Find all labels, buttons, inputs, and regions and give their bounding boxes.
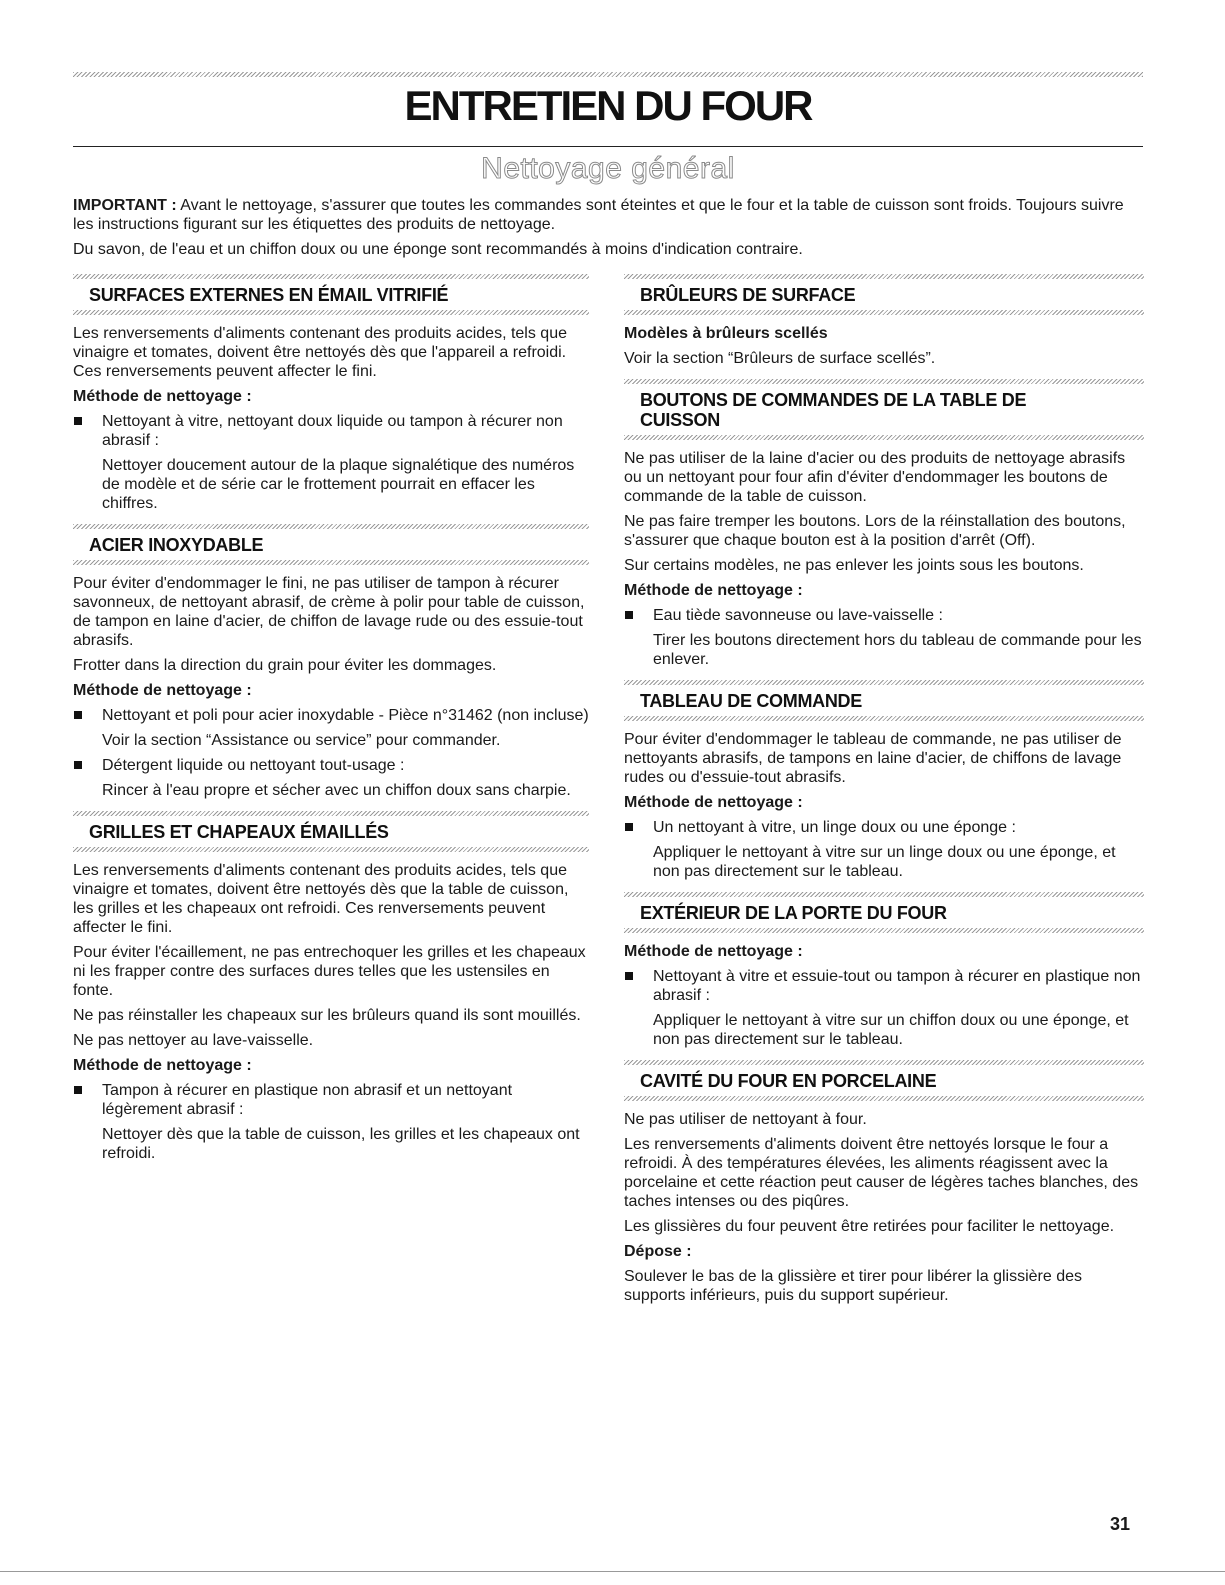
method-heading: Méthode de nettoyage : bbox=[73, 388, 252, 405]
soap-note: Du savon, de l'eau et un chiffon doux ou une éponge sont recommandés à moins d'indication contraire. bbox=[73, 241, 803, 258]
section-title: CAVITÉ DU FOUR EN PORCELAINE bbox=[640, 1071, 937, 1091]
bullet-detail: Nettoyer dès que la table de cuisson, les grilles et les chapeaux ont refroidi. bbox=[102, 1126, 580, 1162]
title-divider bbox=[73, 146, 1143, 147]
important-note bbox=[73, 196, 1148, 234]
paragraph: Ne pas faire tremper les boutons. Lors de la réinstallation des boutons, s'assurer que chaque bouton est à la position d'arrêt (Off). bbox=[624, 513, 1126, 549]
bullet-detail: Appliquer le nettoyant à vitre sur un linge doux ou une éponge, et non pas directement sur le tableau. bbox=[653, 844, 1116, 880]
paragraph: Les renversements d'aliments doivent être nettoyés lorsque le four a refroidi. À des températures élevées, les aliments réagissent avec la porcelaine et cette réaction peut causer de légères taches blanches, des taches intenses ou des piqûres. bbox=[624, 1136, 1139, 1210]
bullet-square-icon bbox=[74, 417, 82, 425]
intro-block bbox=[73, 196, 1148, 265]
section-rule bbox=[624, 274, 1144, 279]
method-heading: Méthode de nettoyage : bbox=[624, 794, 803, 811]
bullet-square-icon bbox=[625, 823, 633, 831]
bottom-rule bbox=[0, 1571, 1225, 1572]
paragraph: Sur certains modèles, ne pas enlever les joints sous les boutons. bbox=[624, 557, 1084, 574]
section-porte-four bbox=[624, 892, 1144, 1049]
bullet-detail: Tirer les boutons directement hors du tableau de commande pour les enlever. bbox=[653, 632, 1142, 668]
bullet-detail: Voir la section “Assistance ou service” pour commander. bbox=[102, 732, 501, 749]
paragraph: Ne pas nettoyer au lave-vaisselle. bbox=[73, 1032, 314, 1049]
section-rule bbox=[624, 892, 1144, 897]
top-decorative-rule bbox=[73, 72, 1143, 77]
section-title: TABLEAU DE COMMANDE bbox=[640, 691, 862, 711]
important-label: IMPORTANT : bbox=[73, 197, 177, 214]
section-header bbox=[73, 811, 589, 852]
paragraph: Ne pas réinstaller les chapeaux sur les brûleurs quand ils sont mouillés. bbox=[73, 1007, 581, 1024]
section-rule bbox=[73, 847, 589, 852]
section-header bbox=[73, 274, 589, 315]
bullet-item bbox=[624, 606, 1144, 625]
bullet-square-icon bbox=[625, 611, 633, 619]
bullet-text: Nettoyant et poli pour acier inoxydable - Pièce n°31462 (non incluse) bbox=[102, 707, 589, 724]
bullet-text: Eau tiède savonneuse ou lave-vaisselle : bbox=[653, 607, 943, 624]
paragraph: Les glissières du four peuvent être retirées pour faciliter le nettoyage. bbox=[624, 1218, 1115, 1235]
paragraph: Pour éviter l'écaillement, ne pas entrechoquer les grilles et les chapeaux ni les frapper contre des surfaces dures telles que les ustensiles en fonte. bbox=[73, 944, 586, 999]
section-rule bbox=[73, 310, 589, 315]
section-rule bbox=[624, 310, 1144, 315]
subheading: Dépose : bbox=[624, 1243, 692, 1260]
right-column bbox=[624, 274, 1144, 1316]
bullet-detail: Rincer à l'eau propre et sécher avec un chiffon doux sans charpie. bbox=[102, 782, 571, 799]
bullet-text: Nettoyant à vitre et essuie-tout ou tampon à récurer en plastique non abrasif : bbox=[653, 968, 1141, 1004]
section-rule bbox=[624, 435, 1144, 440]
section-rule bbox=[73, 274, 589, 279]
section-title: ACIER INOXYDABLE bbox=[89, 535, 264, 555]
section-title: GRILLES ET CHAPEAUX ÉMAILLÉS bbox=[89, 822, 389, 842]
section-title: BOUTONS DE COMMANDES DE LA TABLE DE CUISSON bbox=[640, 390, 1027, 430]
bullet-item bbox=[624, 818, 1144, 837]
bullet-item bbox=[73, 412, 589, 450]
bullet-item bbox=[624, 967, 1144, 1005]
paragraph: Ne pas utiliser de la laine d'acier ou des produits de nettoyage abrasifs ou un nettoyant pour four afin d'éviter d'endommager les boutons de commande de la table de cuisson. bbox=[624, 450, 1126, 505]
section-rule bbox=[624, 379, 1144, 384]
paragraph: Pour éviter d'endommager le tableau de commande, ne pas utiliser de nettoyants abrasifs, de tampons en laine d'acier, de chiffons de lavage rudes ou d'essuie-tout abrasifs. bbox=[624, 731, 1122, 786]
section-rule bbox=[624, 1060, 1144, 1065]
section-title: SURFACES EXTERNES EN ÉMAIL VITRIFIÉ bbox=[89, 285, 449, 305]
paragraph: Les renversements d'aliments contenant des produits acides, tels que vinaigre et tomates, doivent être nettoyés dès que l'appareil a refroidi. Ces renversements peuvent affecter le fini. bbox=[73, 325, 567, 380]
paragraph: Les renversements d'aliments contenant des produits acides, tels que vinaigre et tomates, doivent être nettoyés dès que la table de cuisson, les grilles et les chapeaux ont refroidi. Ces renversements peuvent affecter le fini. bbox=[73, 862, 569, 936]
method-heading: Méthode de nettoyage : bbox=[624, 943, 803, 960]
method-heading: Méthode de nettoyage : bbox=[624, 582, 803, 599]
bullet-text: Un nettoyant à vitre, un linge doux ou une éponge : bbox=[653, 819, 1016, 836]
bullet-item bbox=[73, 756, 589, 775]
paragraph: Ne pas utiliser de nettoyant à four. bbox=[624, 1111, 867, 1128]
section-header bbox=[624, 1060, 1144, 1101]
bullet-text: Tampon à récurer en plastique non abrasif et un nettoyant légèrement abrasif : bbox=[102, 1082, 513, 1118]
paragraph: Soulever le bas de la glissière et tirer pour libérer la glissière des supports inférieurs, puis du support supérieur. bbox=[624, 1268, 1082, 1304]
section-header bbox=[624, 274, 1144, 315]
bullet-detail: Appliquer le nettoyant à vitre sur un chiffon doux ou une éponge, et non pas directement sur le tableau. bbox=[653, 1012, 1129, 1048]
section-surfaces-email bbox=[73, 274, 589, 513]
bullet-square-icon bbox=[74, 711, 82, 719]
bullet-text: Nettoyant à vitre, nettoyant doux liquide ou tampon à récurer non abrasif : bbox=[102, 413, 563, 449]
bullet-item bbox=[73, 706, 589, 725]
section-bruleurs-surface bbox=[624, 274, 1144, 368]
section-rule bbox=[73, 811, 589, 816]
section-cavite-four bbox=[624, 1060, 1144, 1305]
bullet-text: Détergent liquide ou nettoyant tout-usage : bbox=[102, 757, 405, 774]
section-tableau-commande bbox=[624, 680, 1144, 881]
page-title: ENTRETIEN DU FOUR bbox=[404, 82, 812, 129]
section-rule bbox=[73, 524, 589, 529]
paragraph: Pour éviter d'endommager le fini, ne pas utiliser de tampon à récurer savonneux, de nettoyant abrasif, de crème à polir pour table de cuisson, de tampon en laine d'acier, de chiffon de lavage rude ou des essuie-tout abrasifs. bbox=[73, 575, 585, 649]
section-rule bbox=[624, 716, 1144, 721]
section-acier-inoxydable bbox=[73, 524, 589, 800]
bullet-square-icon bbox=[74, 761, 82, 769]
bullet-square-icon bbox=[74, 1086, 82, 1094]
section-grilles-chapeaux bbox=[73, 811, 589, 1163]
page-subtitle: Nettoyage général bbox=[481, 152, 735, 185]
section-header bbox=[624, 680, 1144, 721]
left-column bbox=[73, 274, 589, 1174]
page-number: 31 bbox=[1110, 1514, 1131, 1534]
section-title: BRÛLEURS DE SURFACE bbox=[640, 285, 856, 305]
bullet-square-icon bbox=[625, 972, 633, 980]
section-header bbox=[624, 892, 1144, 933]
bullet-detail: Nettoyer doucement autour de la plaque signalétique des numéros de modèle et de série car le frottement pourrait en effacer les chiffres. bbox=[102, 457, 575, 512]
method-heading: Méthode de nettoyage : bbox=[73, 1057, 252, 1074]
section-header bbox=[73, 524, 589, 565]
section-header bbox=[624, 379, 1144, 440]
section-rule bbox=[73, 560, 589, 565]
section-rule bbox=[624, 680, 1144, 685]
section-rule bbox=[624, 1096, 1144, 1101]
important-text: Avant le nettoyage, s'assurer que toutes les commandes sont éteintes et que le four et la table de cuisson sont froids. Toujours suivre les instructions figurant sur les étiquettes des produits de nettoyage. bbox=[73, 197, 1124, 233]
bullet-item bbox=[73, 1081, 589, 1119]
section-title: EXTÉRIEUR DE LA PORTE DU FOUR bbox=[640, 903, 947, 923]
method-heading: Méthode de nettoyage : bbox=[73, 682, 252, 699]
section-boutons-commandes bbox=[624, 379, 1144, 669]
paragraph: Frotter dans la direction du grain pour éviter les dommages. bbox=[73, 657, 497, 674]
paragraph: Voir la section “Brûleurs de surface scellés”. bbox=[624, 350, 936, 367]
subheading: Modèles à brûleurs scellés bbox=[624, 325, 828, 342]
section-rule bbox=[624, 928, 1144, 933]
